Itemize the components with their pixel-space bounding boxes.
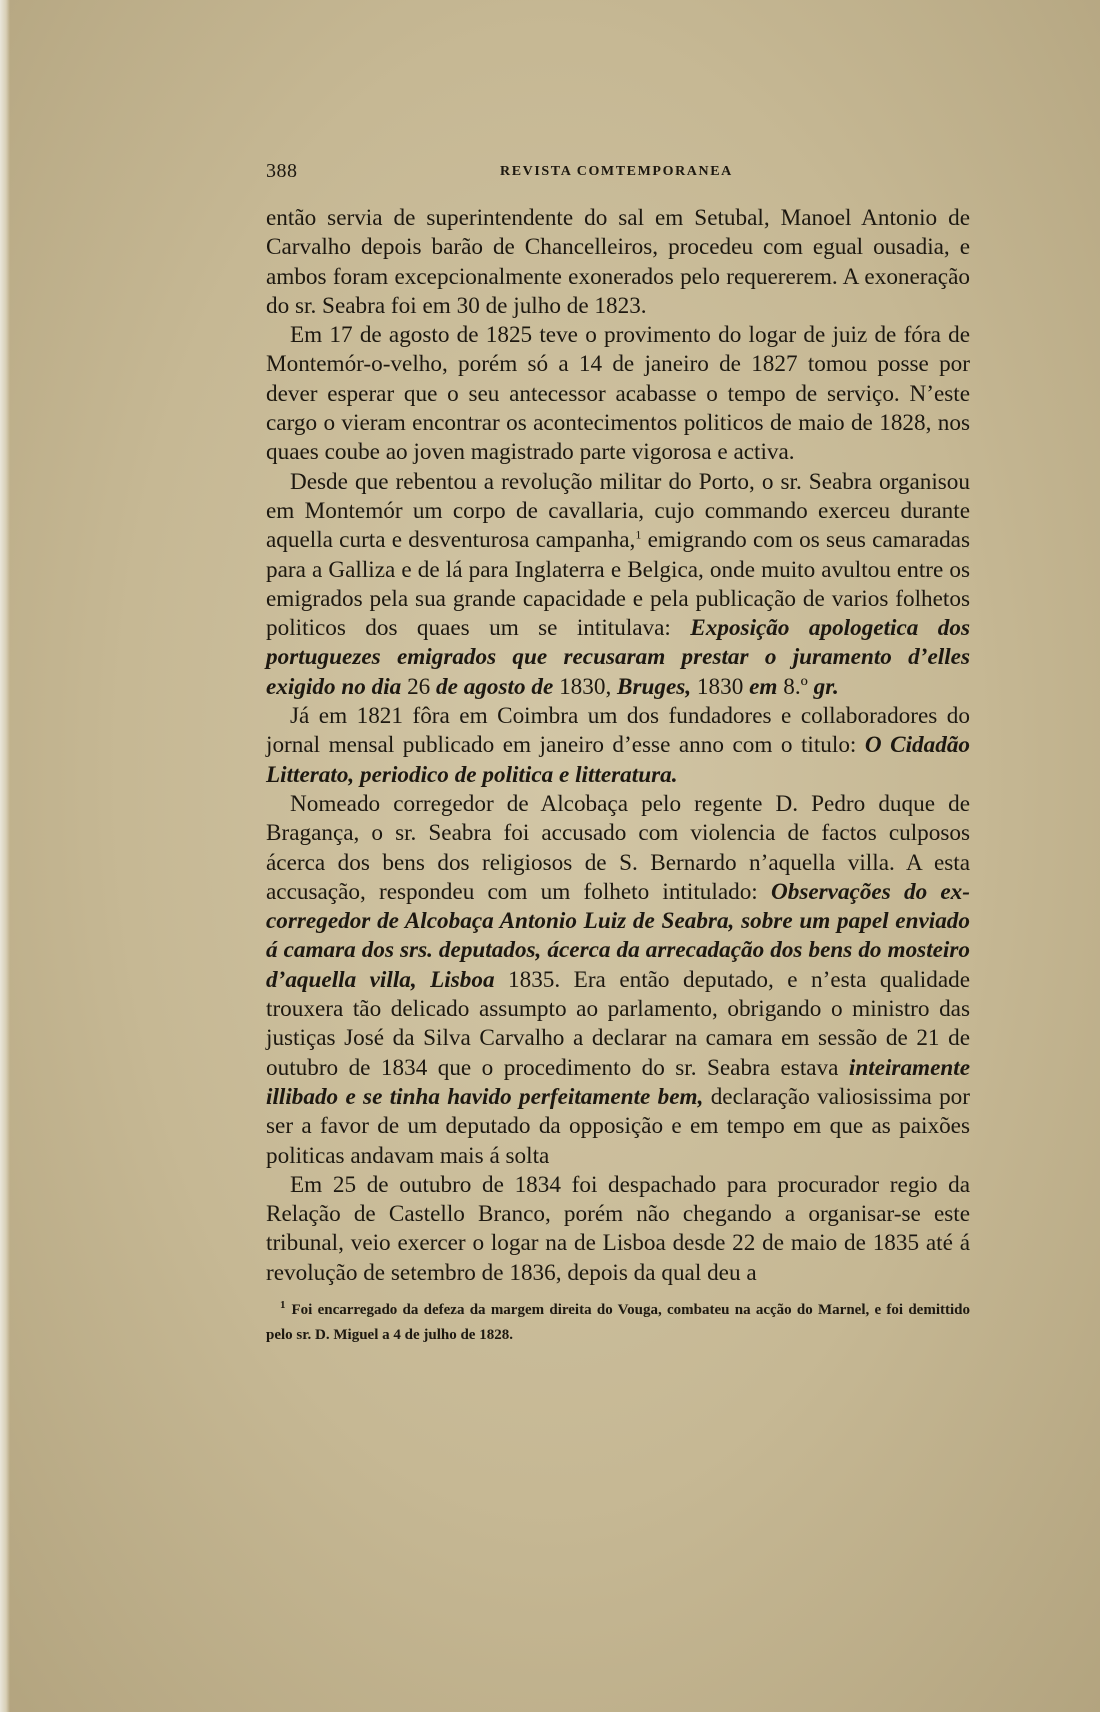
paragraph-text: emigrando com os seus camaradas para a Galliza e de lá para Inglaterra e Belgica, onde muito avultou entre os emigrados pela sua grande capacidade e pela publicação de varios folhetos politicos dos quaes um se intitulava:	[266, 527, 970, 642]
paragraph-3	[266, 468, 970, 702]
paragraph-6	[266, 1171, 970, 1288]
paragraph-text: Desde que rebentou a revolução militar do Porto, o sr. Seabra organisou em Montemór um corpo de cavallaria, cujo commando exerceu durante aquella curta e desventurosa campanha,	[266, 468, 970, 554]
footnote-number: 1	[280, 1298, 286, 1311]
running-head	[266, 160, 970, 190]
page-edge	[0, 0, 10, 1712]
paragraph-text: 1830,	[553, 673, 618, 700]
body-text	[266, 204, 970, 1288]
paragraph-text: 1830	[691, 673, 750, 700]
italic-title: de agosto de	[436, 673, 554, 700]
paragraph-text: Em 17 de agosto de 1825 teve o provimento do logar de juiz de fóra de Montemór-o-velho, porém só a 14 de janeiro de 1827 tomou posse por dever esperar que o seu antecessor acabasse o tempo de serviço. N’este cargo o vieram encontrar os acontecimentos politicos de maio de 1828, nos quaes coube ao joven magistrado parte vigorosa e activa.	[266, 322, 970, 466]
paragraph-5	[266, 790, 970, 1171]
paragraph-text: Já em 1821 fôra em Coimbra um dos fundadores e collaboradores do jornal mensal publicado em janeiro d’esse anno com o titulo:	[266, 703, 970, 759]
italic-title: Bruges,	[617, 673, 692, 700]
italic-title: Observações do ex-corregedor de Alcobaça Antonio Luiz de Seabra, sobre um papel enviado á camara dos srs. deputados, ácerca da arrecadação dos bens do mosteiro d’aquella villa, Lisboa	[266, 878, 971, 993]
paragraph-text: Nomeado corregedor de Alcobaça pelo regente D. Pedro duque de Bragança, o sr. Seabra foi accusado com violencia de factos culposos ácerca dos bens dos religiosos de S. Bernardo n’aquella villa. A esta accusação, respondeu com um folheto intitulado:	[266, 790, 970, 905]
paragraph-2	[266, 321, 970, 467]
italic-title: em	[749, 673, 778, 700]
italic-title: inteiramente illibado e se tinha havido perfeitamente bem,	[266, 1054, 970, 1110]
paragraph-text: 1835. Era então deputado, e n’esta qualidade trouxera tão delicado assumpto ao parlamento, obrigando o ministro das justiças José da Silva Carvalho a declarar na camara em sessão de 21 de outubro de 1834 que o procedimento do sr. Seabra estava	[266, 966, 970, 1081]
footnote-text: Foi encarregado da defeza da margem direita do Vouga, combateu na acção do Marnel, e foi demittido pelo sr. D. Miguel a 4 de julho de 1828.	[266, 1301, 970, 1343]
journal-title: REVISTA COMTEMPORANEA	[500, 164, 733, 179]
footnote-reference: 1	[635, 527, 642, 542]
italic-title: gr.	[813, 673, 839, 700]
italic-title: Exposição apologetica dos portuguezes emigrados que recusaram prestar o juramento d’elles exigido no dia	[266, 615, 970, 700]
paragraph-text: Em 25 de outubro de 1834 foi despachado para procurador regio da Relação de Castello Branco, porém não chegando a organisar-se este tribunal, veio exercer o logar na de Lisboa desde 22 de maio de 1835 até á revolução de setembro de 1836, depois da qual deu a	[266, 1171, 970, 1286]
paragraph-text: declaração valiosissima por ser a favor de um deputado da opposição e em tempo em que as paixões politicas andavam mais á solta	[266, 1083, 970, 1169]
paragraph-4	[266, 702, 970, 790]
paragraph-text: 8.º	[777, 673, 814, 700]
text-block	[266, 160, 970, 1348]
paragraph-text: então servia de superintendente do sal em Setubal, Manoel Antonio de Carvalho depois barão de Chancelleiros, procedeu com egual ousadia, e ambos foram excepcionalmente exonerados pelo requererem. A exoneração do sr. Seabra foi em 30 de julho de 1823.	[266, 205, 970, 319]
page-number: 388	[266, 160, 298, 182]
italic-title: O Cidadão Litterato, periodico de politica e litteratura.	[266, 732, 970, 788]
footnote	[266, 1298, 970, 1348]
paragraph-1	[266, 204, 970, 321]
paragraph-text: 26	[401, 673, 437, 700]
